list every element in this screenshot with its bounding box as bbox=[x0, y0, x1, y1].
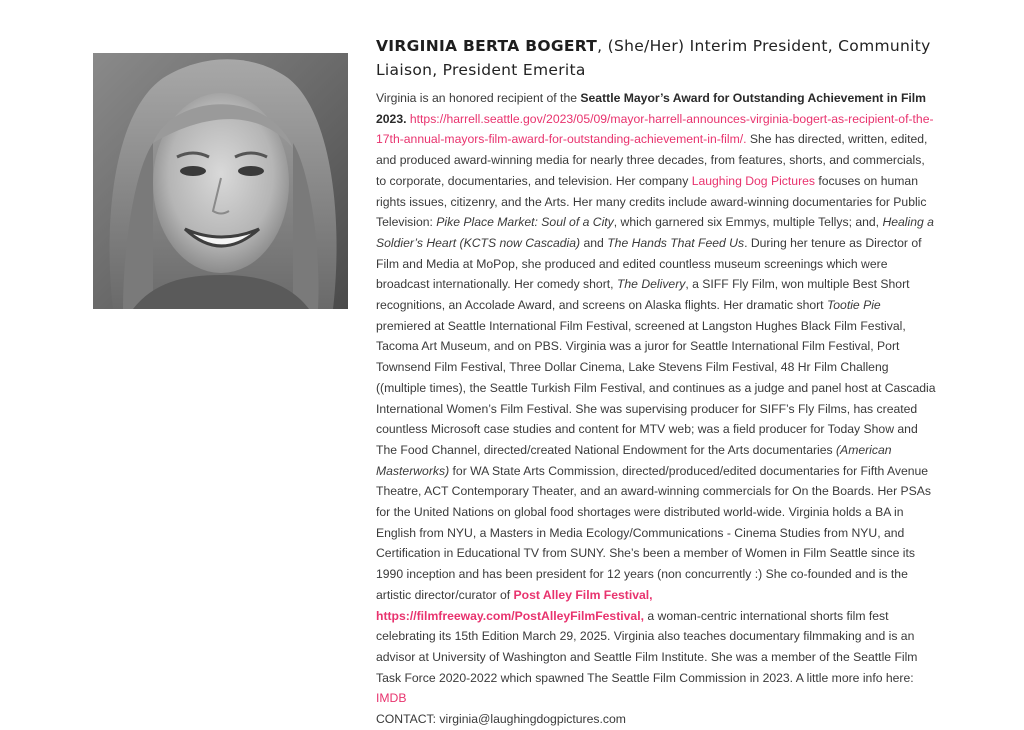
bio-text: for WA State Arts Commission, directed/produced/edited documentaries for Fifth Avenue Theatre, ACT Contemporary Theater, and an award-winning commercials for On the Boards. Her PSAs for the United Nations on global food shortages were distributed world-wide. Virginia holds a BA in English from NYU, a Masters in Media Ecology/Communications - Cinema Studies from NYU, and Certification in Educational TV from SUNY. She’s been a member of Women in Film Seattle since its 1990 inception and has been president for 12 years (non concurrently :) She co-founded and is the artistic director/curator of bbox=[376, 463, 932, 602]
portrait-photo bbox=[93, 53, 348, 309]
person-name: VIRGINIA BERTA BOGERT bbox=[376, 37, 598, 55]
contact-line: CONTACT: virginia@laughingdogpictures.com bbox=[376, 712, 626, 727]
festival-url-link[interactable]: https://filmfreeway.com/PostAlleyFilmFestival, bbox=[376, 608, 644, 623]
bio-text: , a SIFF Fly Film, won multiple Best Short recognitions, an Accolade Award, and screens on Alaska flights. Her dramatic short bbox=[376, 277, 910, 313]
bio-text: , which garnered six Emmys, multiple Tellys; and, bbox=[613, 215, 883, 230]
bio-text: . During her tenure as Director of Film and Media at MoPop, she produced and edited countless museum screenings which were broadcast internationally. Her comedy short, bbox=[376, 235, 922, 292]
bio-text: and bbox=[580, 235, 608, 250]
imdb-link[interactable]: IMDB bbox=[376, 691, 407, 706]
bio-text: She has directed, written, edited, and produced award-winning media for nearly three decades, from features, shorts, and commercials, to corporate, documentaries, and television. Her company bbox=[376, 132, 928, 188]
bio-text: focuses on human rights issues, citizenry, and the Arts. Her many credits include award-winning documentaries for Public Television: bbox=[376, 173, 927, 230]
bio-text: premiered at Seattle International Film Festival, screened at Langston Hughes Black Film Festival, Tacoma Art Museum, and on PBS. Virginia was a juror for Seattle International Film Festival, Port Townsend Film Festival, Three Dollar Cinema, Lake Stevens Film Festival, 48 Hr Film Challeng ((multiple times), the Seattle Turkish Film Festival, and continues as a judge and panel host at Cascadia International Women’s Film Festival. She was supervising producer for SIFF’s Fly Films, has created countless Microsoft case studies and content for MTV web; was a field producer for Today Show and The Food Channel, directed/created National Endowment for the Arts documentaries bbox=[376, 318, 936, 457]
portrait-image bbox=[93, 53, 348, 309]
film-title: The Delivery bbox=[616, 277, 686, 292]
award-article-link[interactable]: https://harrell.seattle.gov/2023/05/09/mayor-harrell-announces-virginia-bogert-as-recipient-of-the-17th-annual-mayors-film-award-for-outstanding-achievement-in-film/. bbox=[376, 111, 934, 147]
bio-paragraph bbox=[376, 88, 936, 730]
film-title: Tootie Pie bbox=[826, 298, 881, 313]
person-title: , (She/Her) Interim President, Community Liaison, President Emerita bbox=[376, 37, 931, 79]
festival-link[interactable]: Post Alley Film Festival, bbox=[513, 587, 653, 602]
bio-section bbox=[376, 34, 936, 730]
bio-heading bbox=[376, 34, 936, 82]
award-name: Seattle Mayor’s Award for Outstanding Achievement in Film 2023. bbox=[376, 91, 926, 126]
film-title: Pike Place Market: Soul of a City bbox=[436, 215, 614, 230]
series-title: (American Masterworks) bbox=[376, 442, 892, 478]
film-title: The Hands That Feed Us bbox=[607, 235, 745, 250]
film-title: Healing a Soldier’s Heart (KCTS now Cascadia) bbox=[376, 215, 934, 250]
bio-text: a woman-centric international shorts film fest celebrating its 15th Edition March 29, 2025. Virginia also teaches documentary filmmaking and is an advisor at University of Washington and Seattle Film Institute. She was a member of the Seattle Film Task Force 2020-2022 which spawned The Seattle Film Commission in 2023. A little more info here: bbox=[376, 608, 918, 685]
company-link[interactable]: Laughing Dog Pictures bbox=[691, 173, 815, 188]
bio-text: Virginia is an honored recipient of the bbox=[376, 91, 581, 105]
